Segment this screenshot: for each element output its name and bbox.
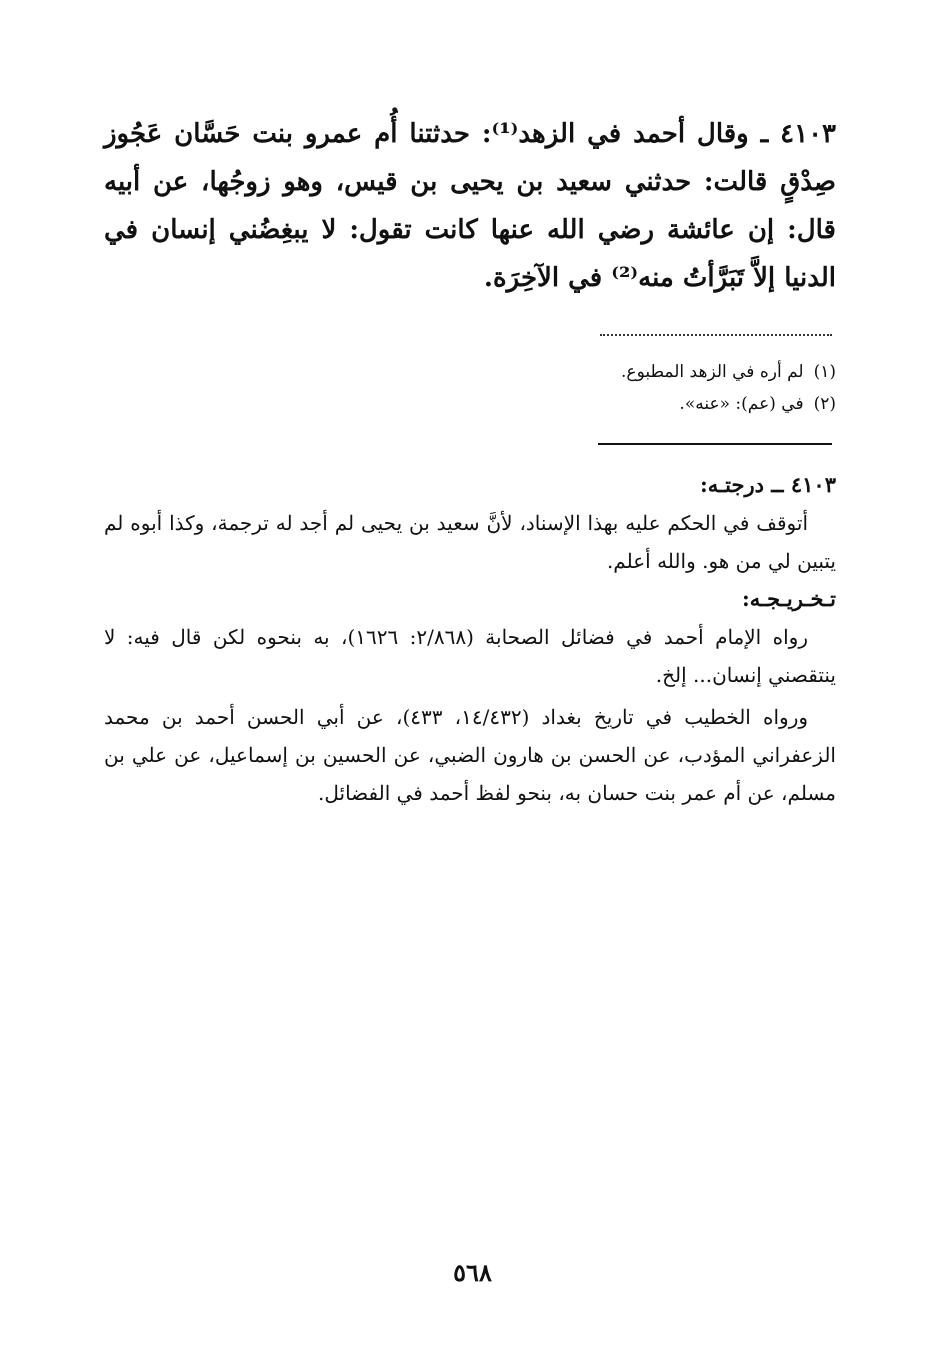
hadith-body: وقال أحمد في الزهد⁽¹⁾: حدثتنا أُم عمرو بنت حَسَّان عَجُوز صِدْقٍ قالت: حدثني سعيد بن يحيى بن قيس، وهو زوجُها، عن أبيه قال: إن عائشة رضي الله عنها كانت تقول: لا يبغِضُني إنسان في الدنيا إلاَّ تَبَرَّأتُ منه⁽²⁾ في الآخِرَة. <box>104 119 836 293</box>
footnote-text: في (عم): «عنه». <box>679 394 804 414</box>
commentary-block <box>104 466 836 812</box>
degree-paragraph: أتوقف في الحكم عليه بهذا الإسناد، لأنَّ سعيد بن يحيى لم أجد له ترجمة، وكذا أبوه لم يتبين لي من هو. والله أعلم. <box>104 511 836 573</box>
hadith-text-block <box>104 110 836 302</box>
footnote-separator <box>600 334 832 336</box>
footnote-number: (٢) <box>813 394 836 414</box>
footnote-text: لم أره في الزهد المطبوع. <box>621 362 804 382</box>
takhrij-heading: تـخـريـجـه: <box>741 586 836 611</box>
hadith-number: ٤١٠٣ ـ <box>760 119 836 149</box>
footnotes <box>104 356 836 420</box>
footnote-2 <box>104 388 836 420</box>
section-divider <box>598 443 832 445</box>
page-number: ٥٦٨ <box>453 1258 492 1287</box>
degree-heading: ٤١٠٣ ــ درجتـه: <box>699 472 836 497</box>
footnote-number: (١) <box>813 362 836 382</box>
footnote-1 <box>104 356 836 388</box>
takhrij-paragraph-2: ورواه الخطيب في تاريخ بغداد (١٤/٤٣٢، ٤٣٣)، عن أبي الحسن أحمد بن محمد الزعفراني المؤدب، عن الحسن بن هارون الضبي، عن الحسين بن إسماعيل، عن علي بن مسلم، عن أم عمر بنت حسان به، بنحو لفظ أحمد في الفضائل. <box>104 705 836 805</box>
takhrij-paragraph-1: رواه الإمام أحمد في فضائل الصحابة (٢/٨٦٨: ١٦٢٦)، به بنحوه لكن قال فيه: لا ينتقصني إنسان... إلخ. <box>104 625 836 687</box>
